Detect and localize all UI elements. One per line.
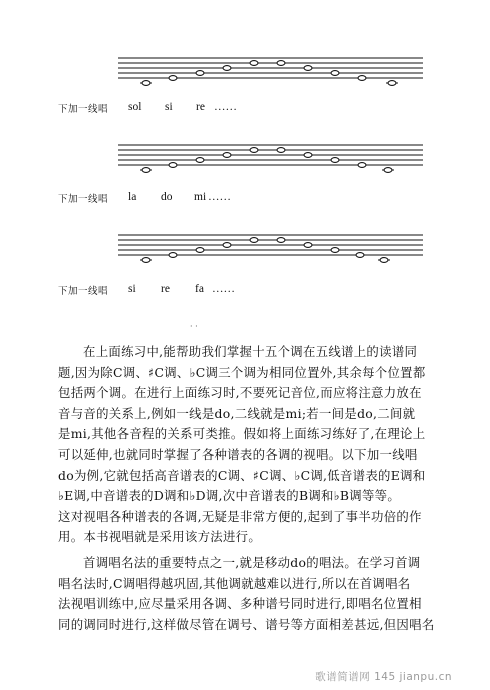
- syllable: ……: [212, 283, 235, 295]
- text-line: 同的调同时进行,这样做尽管在调号、谱号等方面相差甚远,但因唱名: [58, 616, 435, 632]
- syllable: do: [161, 191, 173, 203]
- text-line: 首调唱名法的重要特点之一,就是移动do的唱法。在学习首调: [83, 555, 421, 570]
- syllable: re: [196, 101, 205, 113]
- text-line: ♭E调,中音谱表的D调和♭D调,次中音谱表的B调和♭B调等等。: [58, 488, 401, 504]
- text-line: 是mi,其他各音程的关系可类推。假如将上面练习练好了,在理论上: [58, 426, 426, 442]
- syllable: la: [128, 191, 137, 203]
- scan-speck: · ·: [190, 322, 198, 331]
- staff-2: [118, 143, 423, 183]
- text-line: 在上面练习中,能帮助我们掌握十五个调在五线谱上的读谱同: [83, 344, 418, 359]
- body-paragraph-1: [58, 342, 443, 548]
- syllable: ……: [208, 191, 231, 203]
- solfege-label: 下加一线唱: [58, 286, 109, 297]
- staff-3: [118, 233, 423, 273]
- syllable: re: [161, 283, 170, 295]
- text-line: 法视唱训练中,应尽量采用各调、多种谱号同时进行,即唱名位置相: [58, 596, 422, 612]
- text-line: 可以延伸,也就同时掌握了各种谱表的各调的视唱。以下加一线唱: [58, 446, 418, 462]
- syllable: si: [128, 283, 136, 295]
- text-line: 题,因为除C调、♯C调、♭C调三个调为相同位置外,其余每个位置都: [58, 364, 426, 380]
- staff-1: [118, 56, 423, 96]
- solfege-label: 下加一线唱: [58, 104, 109, 115]
- solfege-row-2: [58, 191, 231, 205]
- solfege-row-3: [58, 283, 235, 297]
- body-paragraph-2: [58, 553, 443, 635]
- text-line: 这对视唱各种谱表的各调,无疑是非常方便的,起到了事半功倍的作: [58, 508, 422, 524]
- syllable: ……: [214, 101, 237, 113]
- syllable: mi: [194, 191, 207, 203]
- solfege-row-1: [58, 101, 237, 115]
- solfege-label: 下加一线唱: [58, 194, 109, 205]
- watermark-footer: 歌谱简谱网 145 jianpu.cn: [315, 671, 452, 683]
- text-line: do为例,它就包括高音谱表的C调、♯C调、♭C调,低音谱表的E调和: [58, 467, 426, 483]
- syllable: sol: [128, 101, 142, 113]
- text-line: 唱名法时,C调唱得越巩固,其他调就越难以进行,所以在首调唱名: [58, 575, 411, 591]
- text-line: 音与音的关系上,例如一线是do,二线就是mi;若一间是do,二间就: [58, 405, 416, 421]
- text-line: 包括两个调。在进行上面练习时,不要死记音位,而应将注意力放在: [58, 385, 422, 401]
- syllable: si: [165, 101, 173, 113]
- syllable: fa: [195, 283, 204, 295]
- text-line: 用。本书视唱就是采用该方法进行。: [58, 529, 262, 545]
